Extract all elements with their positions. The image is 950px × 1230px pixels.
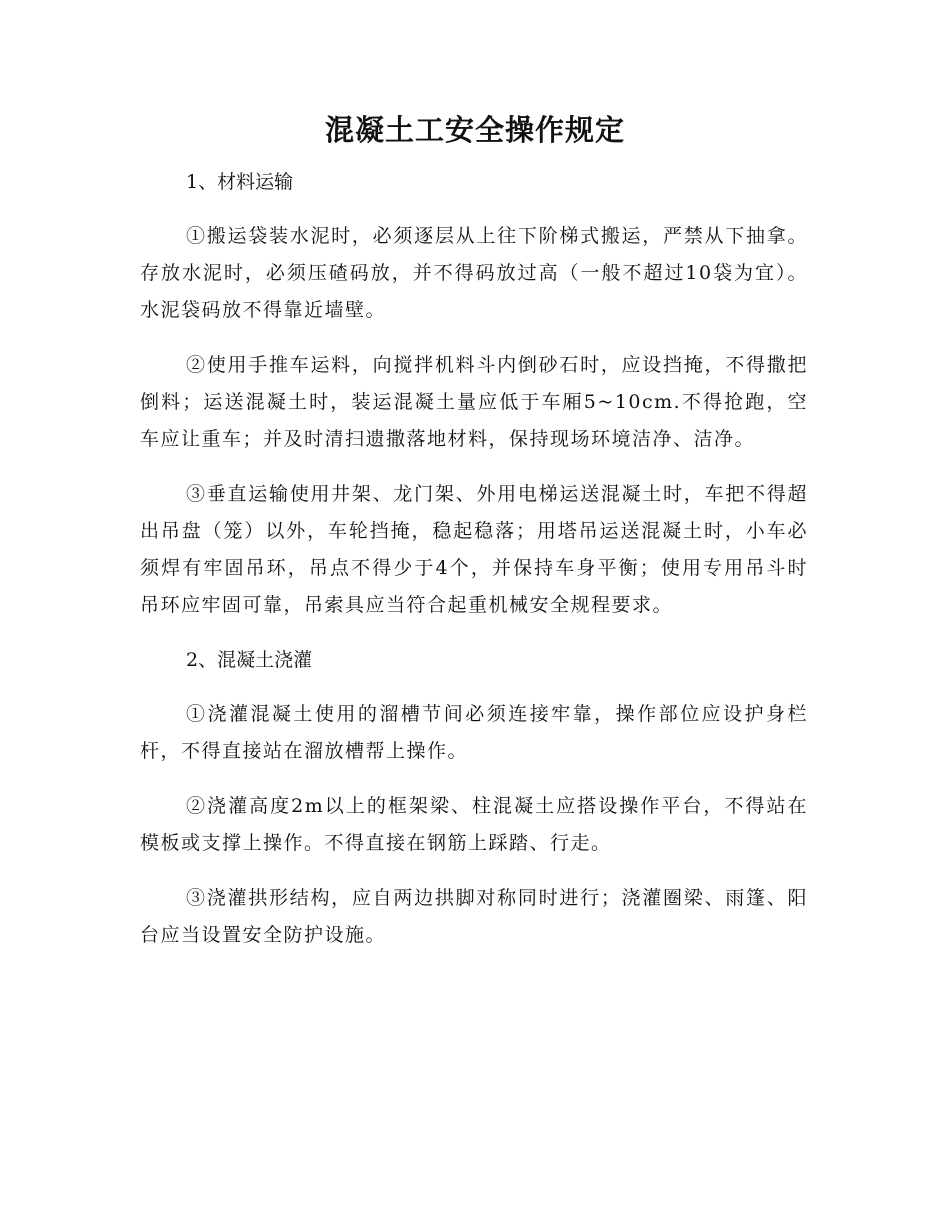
- paragraph-handcart-transport: ②使用手推车运料，向搅拌机料斗内倒砂石时，应设挡掩，不得撒把倒料；运送混凝土时，装运混凝土量应低于车厢5~10cm.不得抢跑，空车应让重车；并及时清扫遗撒落地材料，保持现场环境洁净、洁净。: [140, 354, 808, 450]
- section-heading-concrete-pouring: 2、混凝土浇灌: [186, 649, 313, 671]
- section-heading-material-transport: 1、材料运输: [186, 171, 294, 193]
- document-body: [140, 164, 808, 954]
- document-title: 混凝土工安全操作规定: [324, 113, 625, 147]
- paragraph-high-pouring: ②浇灌高度2m以上的框架梁、柱混凝土应搭设操作平台，不得站在模板或支撑上操作。不得直接在钢筋上踩踏、行走。: [140, 795, 808, 854]
- paragraph-cement-handling: ①搬运袋装水泥时，必须逐层从上往下阶梯式搬运，严禁从下抽拿。存放水泥时，必须压碴码放，并不得码放过高（一般不超过10袋为宜）。水泥袋码放不得靠近墙壁。: [140, 225, 808, 321]
- paragraph-vertical-transport: ③垂直运输使用井架、龙门架、外用电梯运送混凝土时，车把不得超出吊盘（笼）以外，车轮挡掩，稳起稳落；用塔吊运送混凝土时，小车必须焊有牢固吊环，吊点不得少于4个，并保持车身平衡；使用专用吊斗时吊环应牢固可靠，吊索具应当符合起重机械安全规程要求。: [140, 483, 808, 616]
- paragraph-arch-pouring: ③浇灌拱形结构，应自两边拱脚对称同时进行；浇灌圈梁、雨篷、阳台应当设置安全防护设施。: [140, 887, 808, 946]
- paragraph-chute-pouring: ①浇灌混凝土使用的溜槽节间必须连接牢靠，操作部位应设护身栏杆，不得直接站在溜放槽帮上操作。: [140, 703, 808, 762]
